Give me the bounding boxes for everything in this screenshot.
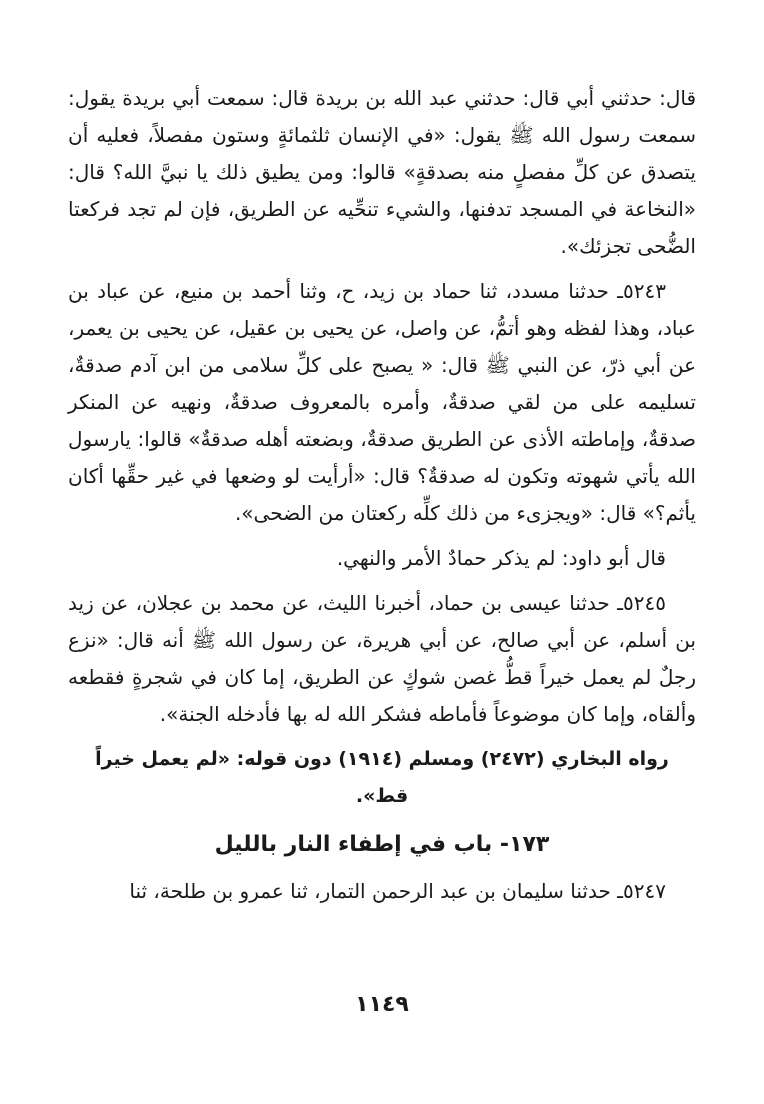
abu-dawud-note: قال أبو داود: لم يذكر حمادٌ الأمر والنهي. [336, 546, 666, 570]
page-body [68, 80, 696, 918]
hadith-5247-paragraph: ٥٢٤٧ـ حدثنا سليمان بن عبد الرحمن التمار، ثنا عمرو بن طلحة، ثنا [129, 879, 666, 903]
hadith-5245-paragraph: ٥٢٤٥ـ حدثنا عيسى بن حماد، أخبرنا الليث، عن محمد بن عجلان، عن زيد بن أسلم، عن أبي صالح، عن أبي هريرة، عن رسول الله ﷺ أنه قال: «نزع رجلٌ لم يعمل خيراً قطُّ غصن شوكٍ عن الطريق، إما كان في شجرةٍ فقطعه وألقاه، وإما كان موضوعاً فأماطه فشكر الله له بها فأدخله الجنة». [68, 591, 696, 726]
source-citation: رواه البخاري (٢٤٧٢) ومسلم (١٩١٤) دون قوله: «لم يعمل خيراً قط». [95, 748, 669, 807]
hadith-5243-paragraph: ٥٢٤٣ـ حدثنا مسدد، ثنا حماد بن زيد، ح، وثنا أحمد بن منيع، عن عباد بن عباد، وهذا لفظه وهو أتمُّ، عن واصل، عن يحيى بن عقيل، عن يحيى بن يعمر، عن أبي ذرّ، عن النبي ﷺ قال: « يصبح على كلِّ سلامى من ابن آدم صدقةٌ، تسليمه على من لقي صدقةٌ، وأمره بالمعروف صدقةٌ، ونهيه عن المنكر صدقةٌ، وإماطته الأذى عن الطريق صدقةٌ، وبضعته أهله صدقةٌ» قالوا: يارسول الله يأتي شهوته وتكون له صدقةٌ؟ قال: «أرأيت لو وضعها في غير حقِّها أكان يأثم؟» قال: «ويجزىء من ذلك كلِّه ركعتان من الضحى». [68, 279, 696, 525]
hadith-continuation-paragraph: قال: حدثني أبي قال: حدثني عبد الله بن بريدة قال: سمعت أبي بريدة يقول: سمعت رسول الله ﷺ يقول: «في الإنسان ثلثمائةٍ وستون مفصلاً، فعليه أن يتصدق عن كلِّ مفصلٍ منه بصدقةٍ» قالوا: ومن يطيق ذلك يا نبيَّ الله؟ قال: «النخاعة في المسجد تدفنها، والشيء تنحِّيه عن الطريق، فإن لم تجد فركعتا الضُّحى تجزئك». [68, 86, 696, 258]
chapter-heading: ١٧٣- باب في إطفاء النار بالليل [214, 832, 550, 857]
page-number: ١١٤٩ [355, 992, 409, 1017]
